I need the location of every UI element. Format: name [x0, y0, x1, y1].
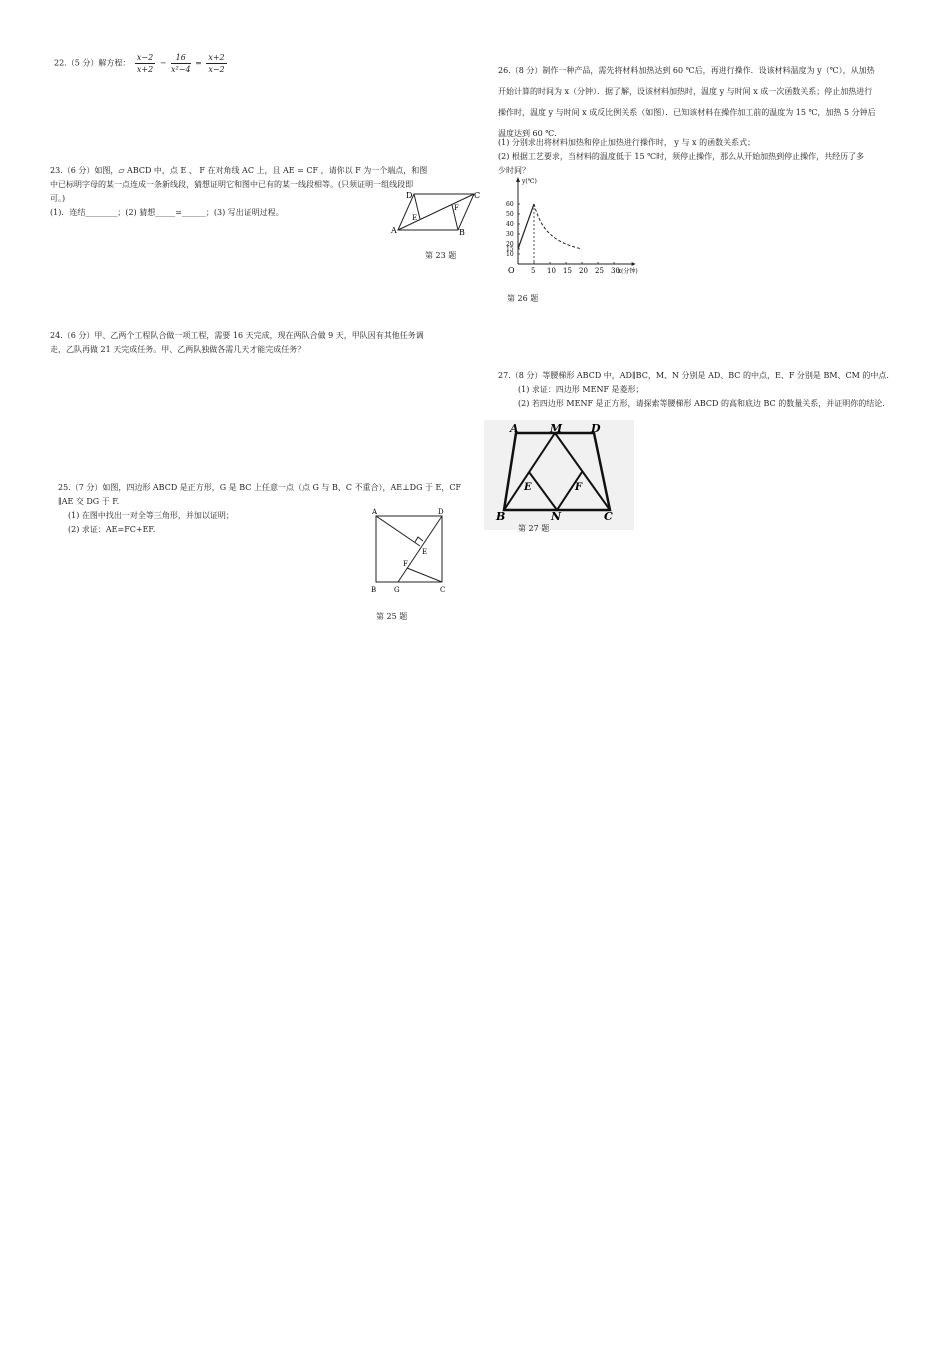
q24-line2: 走，乙队再做 21 天完成任务。甲、乙两队独做各需几天才能完成任务？	[50, 345, 306, 354]
y-tick-label: 50	[506, 211, 514, 218]
q25-line4: (2) 求证：AE=FC+EF.	[68, 525, 156, 534]
q24-line1: 24.（6 分）甲、乙两个工程队合做一项工程，需要 16 天完成，现在两队合做 9 天，甲队因有其他任务调	[50, 331, 424, 340]
q25-label-c: C	[440, 586, 446, 594]
q22-fraction-2: $\frac{16}{\text{x²−4}}$	[171, 53, 191, 74]
q23-label-c: C	[474, 191, 481, 200]
q25-label-f: F	[403, 560, 408, 568]
q26-line6: (2) 根据工艺要求，当材料的温度低于 15 ℃时，须停止操作，那么从开始加热到停止操作，共经历了多	[498, 152, 865, 161]
q23-line1: 23.（6 分）如图，▱ ABCD 中，点 E 、 F 在对角线 AC 上，且 AE = CF ，请你以 F 为一个端点，和图	[50, 166, 428, 175]
q26-line3: 操作时，温度 y 与时间 x 成反比例关系（如图）．已知该材料在操作加工前的温度为 15 ℃，加热 5 分钟后	[498, 108, 876, 117]
y-tick-label: 15	[506, 246, 514, 253]
q26-line4: 温度达到 60 ℃.	[498, 129, 557, 138]
y-axis-label: y(℃)	[522, 178, 537, 185]
question-24	[50, 329, 490, 357]
q27-line3: (2) 若四边形 MENF 是正方形，请探索等腰梯形 ABCD 的高和底边 BC 的数量关系，并证明你的结论.	[518, 399, 885, 408]
y-tick-label: 20	[506, 241, 514, 248]
y-tick-label: 40	[506, 221, 514, 228]
q27-label-m: M	[550, 422, 563, 435]
question-26-parts	[498, 136, 938, 178]
q27-label-n: N	[551, 510, 562, 523]
q23-parallelogram-figure	[388, 188, 484, 238]
q25-line3: (1) 在图中找出一对全等三角形，并加以证明；	[68, 511, 234, 520]
q25-label-b: B	[371, 586, 377, 594]
q23-label-f: F	[454, 204, 459, 212]
q22-fraction-3: $\frac{x+2}{x-2}$	[208, 53, 225, 74]
q27-label-b: B	[496, 510, 506, 523]
q22-fraction-1: $\frac{x-2}{x+2}$	[136, 53, 154, 74]
x-tick-label: 25	[595, 267, 604, 275]
q26-line7: 少时间？	[498, 166, 530, 175]
q23-caption: 第 23 题	[425, 251, 457, 260]
q23-label-d: D	[406, 191, 413, 200]
q27-caption: 第 27 题	[518, 524, 550, 533]
y-tick-label: 10	[506, 251, 514, 258]
q26-line1: 26.（8 分）制作一种产品，需先将材料加热达到 60 ℃后，再进行操作．设该材料温度为 y（℃），从加热	[498, 66, 875, 75]
q27-label-d: D	[591, 422, 601, 435]
q22-equals: =	[195, 58, 202, 68]
y-tick-label: 30	[506, 231, 514, 238]
q22-minus: −	[159, 58, 167, 68]
q25-line2: ∥AE 交 DG 于 F.	[58, 497, 120, 506]
x-axis-label: x(分钟)	[617, 268, 638, 275]
question-26	[498, 60, 938, 144]
q23-label-e: E	[412, 214, 418, 222]
x-tick-label: 30	[611, 267, 620, 275]
q23-line4: (1)．连结________；(2) 猜想_____=______；(3) 写出证明过程。	[50, 208, 284, 217]
x-axis-arrow-icon	[632, 262, 636, 266]
origin-label: O	[508, 266, 515, 275]
y-tick-label: 60	[506, 201, 514, 208]
q25-square-figure	[368, 506, 450, 596]
q25-label-d: D	[438, 508, 444, 516]
q22-prefix: 22.（5 分）解方程：	[54, 58, 131, 68]
q27-line1: 27.（8 分）等腰梯形 ABCD 中，AD∥BC，M、N 分别是 AD、BC 的中点，E、F 分别是 BM、CM 的中点.	[498, 371, 889, 380]
q23-label-a: A	[391, 226, 397, 235]
q23-label-b: B	[459, 228, 465, 237]
q26-line5: (1) 分别求出将材料加热和停止加热进行操作时， y 与 x 的函数关系式；	[498, 138, 756, 147]
q23-line2: 中已标明字母的某一点连成一条新线段，猜想证明它和图中已有的某一线段相等。(只须证明一组线段即	[50, 180, 414, 189]
q23-line3: 可。)	[50, 194, 66, 203]
series-heating-line	[518, 204, 534, 249]
x-tick-label: 20	[579, 267, 588, 275]
series-operating-curve	[534, 204, 582, 249]
x-tick-label: 15	[563, 267, 572, 275]
q25-label-e: E	[422, 548, 428, 556]
q26-line-chart	[498, 176, 648, 280]
q25-label-g: G	[394, 586, 400, 594]
q27-label-e: E	[524, 482, 532, 493]
q27-line2: (1) 求证：四边形 MENF 是菱形；	[518, 385, 644, 394]
q26-line2: 开始计算的时间为 x（分钟）．据了解，设该材料加热时，温度 y 与时间 x 成一次函数关系；停止加热进行	[498, 87, 873, 96]
q25-line1: 25.（7 分）如图，四边形 ABCD 是正方形，G 是 BC 上任意一点（点 G 与 B、C 不重合），AE⊥DG 于 E，CF	[58, 483, 462, 492]
q27-label-f: F	[575, 482, 583, 493]
y-axis-arrow-icon	[516, 177, 520, 182]
q27-trapezoid-figure	[484, 420, 634, 530]
q27-label-c: C	[604, 510, 613, 523]
q27-label-a: A	[510, 422, 519, 435]
question-27	[498, 369, 938, 411]
q25-caption: 第 25 题	[376, 612, 408, 621]
q25-label-a: A	[372, 508, 378, 516]
question-22	[54, 52, 229, 75]
x-tick-label: 5	[531, 267, 536, 275]
q26-caption: 第 26 题	[507, 294, 539, 303]
x-tick-label: 10	[547, 267, 556, 275]
